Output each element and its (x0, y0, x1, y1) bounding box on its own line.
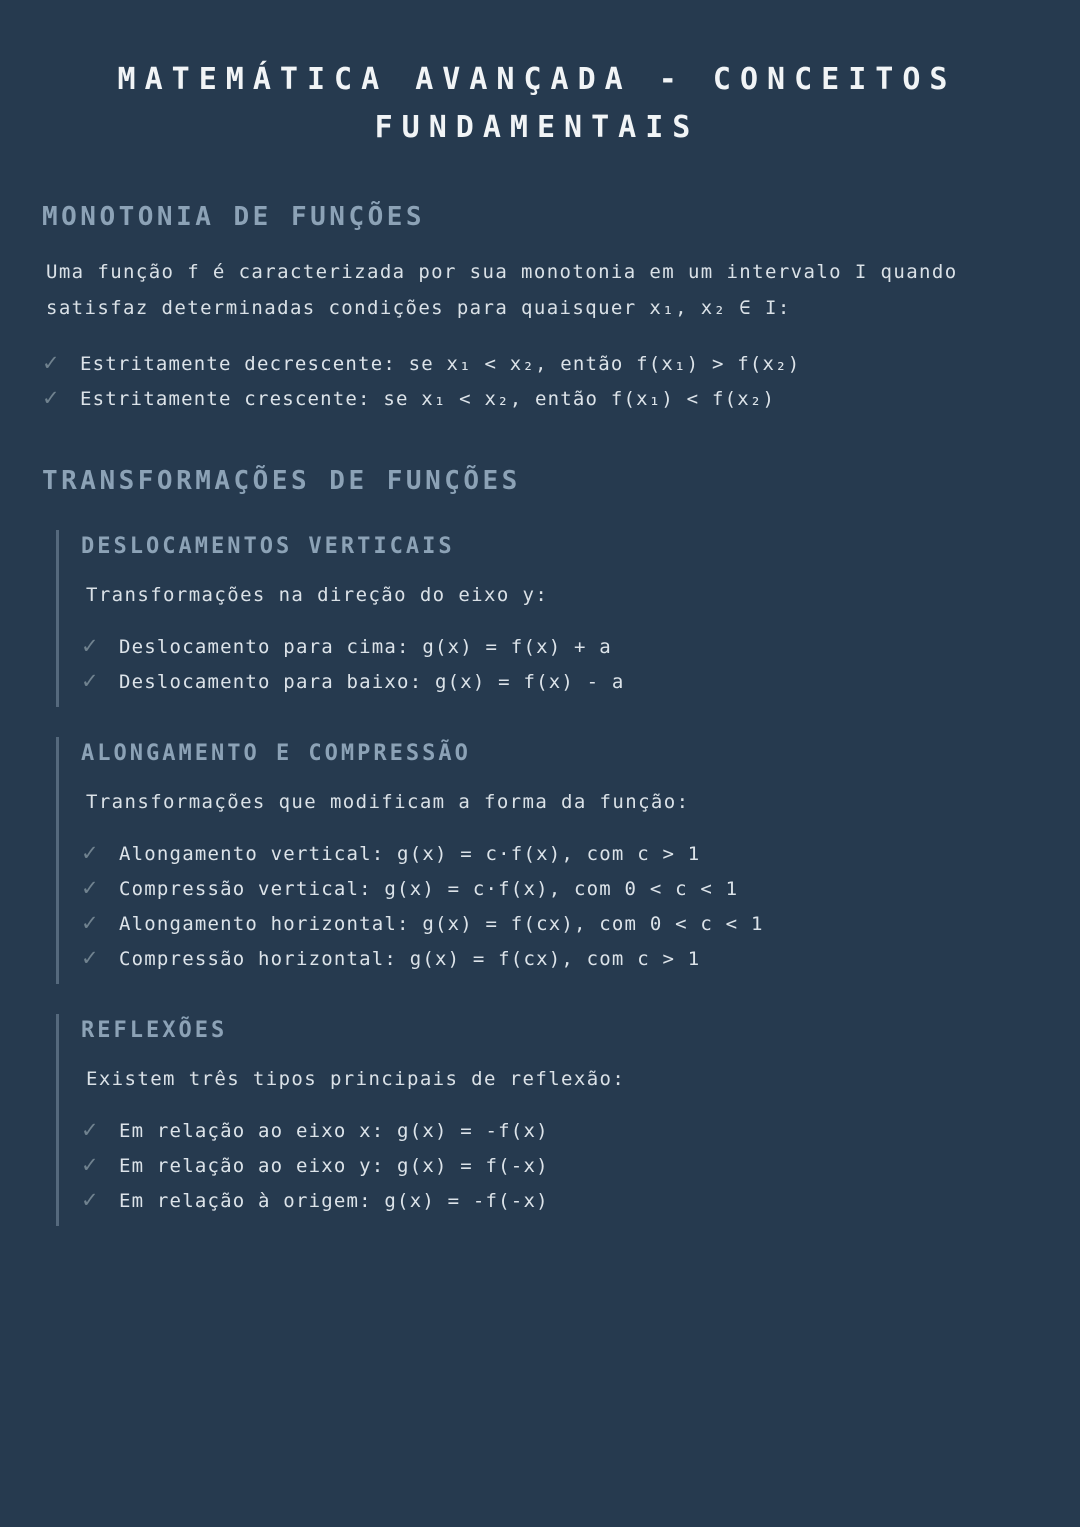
checklist-item (42, 381, 1032, 416)
check-icon: ✓ (81, 1118, 100, 1143)
checklist-item-text: Compressão horizontal: g(x) = f(cx), com c > 1 (119, 948, 701, 971)
subsection-heading: ALONGAMENTO E COMPRESSÃO (81, 741, 471, 767)
check-icon: ✓ (81, 946, 100, 971)
section-transformacoes (42, 466, 1032, 1226)
subsection-heading: DESLOCAMENTOS VERTICAIS (81, 534, 455, 560)
section-monotonia (42, 202, 1032, 416)
subsection-intro: Transformações na direção do eixo y: (86, 584, 549, 607)
checklist-item (81, 871, 1032, 906)
check-icon: ✓ (81, 669, 100, 694)
checklist-item (81, 629, 1032, 664)
checklist-deslocamentos (81, 629, 1032, 699)
checklist-item-text: Em relação ao eixo x: g(x) = -f(x) (119, 1120, 549, 1143)
section-intro-monotonia: Uma função f é caracterizada por sua monotonia em um intervalo I quando satisfaz determinadas condições para quaisquer x₁, x₂ ∈ I: (46, 261, 958, 320)
check-icon: ✓ (42, 351, 61, 376)
check-icon: ✓ (81, 634, 100, 659)
checklist-item-text: Estritamente crescente: se x₁ < x₂, então f(x₁) < f(x₂) (80, 388, 776, 411)
subsection-intro: Existem três tipos principais de reflexão: (86, 1068, 626, 1091)
checklist-alongamento (81, 836, 1032, 976)
checklist-item (81, 1113, 1032, 1148)
check-icon: ✓ (81, 876, 100, 901)
checklist-item-text: Alongamento horizontal: g(x) = f(cx), com 0 < c < 1 (119, 913, 764, 936)
check-icon: ✓ (81, 1188, 100, 1213)
subsections-wrap (42, 530, 1032, 1226)
check-icon: ✓ (81, 911, 100, 936)
check-icon: ✓ (81, 841, 100, 866)
checklist-item (81, 1183, 1032, 1218)
checklist-item-text: Em relação à origem: g(x) = -f(-x) (119, 1190, 549, 1213)
checklist-item (81, 836, 1032, 871)
subsection-reflexoes (56, 1014, 1032, 1226)
checklist-item-text: Em relação ao eixo y: g(x) = f(-x) (119, 1155, 549, 1178)
checklist-item (81, 664, 1032, 699)
checklist-item-text: Deslocamento para baixo: g(x) = f(x) - a (119, 671, 625, 694)
checklist-item (81, 906, 1032, 941)
checklist-item (42, 346, 1032, 381)
check-icon: ✓ (42, 386, 61, 411)
checklist-reflexoes (81, 1113, 1032, 1218)
section-heading-monotonia: MONOTONIA DE FUNÇÕES (42, 202, 426, 232)
section-heading-transformacoes: TRANSFORMAÇÕES DE FUNÇÕES (42, 466, 521, 497)
checklist-item-text: Deslocamento para cima: g(x) = f(x) + a (119, 636, 612, 659)
checklist-item-text: Estritamente decrescente: se x₁ < x₂, então f(x₁) > f(x₂) (80, 353, 801, 376)
check-icon: ✓ (81, 1153, 100, 1178)
checklist-item (81, 1148, 1032, 1183)
subsection-deslocamentos-verticais (56, 530, 1032, 707)
checklist-item-text: Alongamento vertical: g(x) = c·f(x), com c > 1 (119, 843, 701, 866)
subsection-heading: REFLEXÕES (81, 1018, 228, 1044)
checklist-item-text: Compressão vertical: g(x) = c·f(x), com 0 < c < 1 (119, 878, 739, 901)
subsection-intro: Transformações que modificam a forma da função: (86, 791, 690, 814)
checklist-monotonia (42, 346, 1032, 416)
page-title: MATEMÁTICA AVANÇADA - CONCEITOS FUNDAMENTAIS (117, 62, 957, 145)
checklist-item (81, 941, 1032, 976)
subsection-alongamento-compressao (56, 737, 1032, 984)
